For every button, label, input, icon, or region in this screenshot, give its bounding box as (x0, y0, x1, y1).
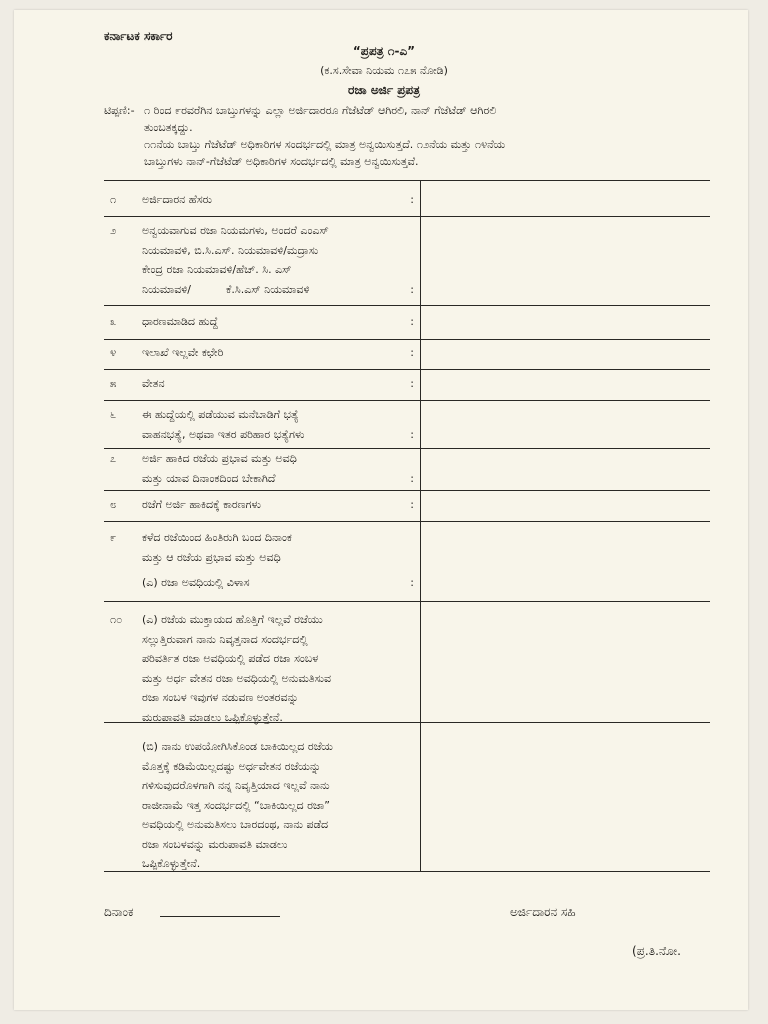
government-heading: ಕರ್ನಾಟಕ ಸರ್ಕಾರ (104, 29, 173, 43)
table-rule (104, 369, 710, 370)
label-line: ಮರುಪಾವತಿ ಮಾಡಲು ಒಪ್ಪಿಕೊಳ್ಳುತ್ತೇನೆ. (142, 710, 283, 724)
row-colon: : (410, 315, 414, 328)
row-label (142, 737, 412, 874)
row-label (142, 374, 412, 394)
label-line: ಮತ್ತು ಅರ್ಧ ವೇತನ ರಜಾ ಅವಧಿಯಲ್ಲಿ ಅನುಮತಿಸುವ (142, 671, 332, 685)
row-label (142, 221, 412, 299)
table-rule (104, 305, 710, 306)
label-line: ಕಳೆದ ರಜೆಯಿಂದ ಹಿಂತಿರುಗಿ ಬಂದ ದಿನಾಂಕ (142, 531, 292, 544)
table-rule (104, 180, 710, 181)
date-label: ದಿನಾಂಕ (104, 905, 134, 919)
row-label (142, 312, 412, 332)
row-number: ೫ (110, 377, 117, 390)
row-label (142, 343, 412, 363)
label-line: ಅನ್ವಯವಾಗುವ ರಜಾ ನಿಯಮಗಳು, ಅಂದರೆ ಎಂಎಸ್ (142, 224, 329, 237)
row-number: ೯ (110, 531, 117, 544)
note-label: ಟಿಪ್ಪಣಿ:- (104, 104, 135, 117)
label-line: ಗಳಿಸುವುದರೊಳಗಾಗಿ ನನ್ನ ನಿವೃತ್ತಿಯಾದ ಇಲ್ಲವೆ ನಾನು (142, 779, 330, 792)
row-colon: : (410, 471, 414, 485)
row-label (142, 405, 412, 444)
row-label (142, 573, 412, 593)
label-line: ನಿಯಮಾವಳಿ/ ಕೆ.ಸಿ.ಎಸ್ ನಿಯಮಾವಳಿ (142, 282, 310, 296)
row-label (142, 610, 412, 727)
label-line: ಮತ್ತು ಆ ರಜೆಯ ಪ್ರಭಾವ ಮತ್ತು ಅವಧಿ (142, 550, 281, 564)
row-label (142, 495, 412, 515)
row-label (142, 528, 412, 567)
label-line: ಈ ಹುದ್ದೆಯಲ್ಲಿ ಪಡೆಯುವ ಮನೆಬಾಡಿಗೆ ಭತ್ಯೆ (142, 408, 299, 421)
row-colon: : (410, 193, 414, 206)
row-number: ೮ (110, 498, 117, 511)
row-number: ೧ (110, 193, 117, 206)
table-rule (104, 601, 710, 602)
signature-label: ಅರ್ಜಿದಾರನ ಸಹಿ (510, 905, 576, 919)
form-title: ರಜಾ ಅರ್ಜಿ ಪ್ರಪತ್ರ (348, 83, 420, 97)
row-number: ೪ (110, 346, 117, 359)
row-colon: : (410, 576, 414, 589)
label-line: (ಬಿ) ನಾನು ಉಪಯೋಗಿಸಿಕೊಂಡ ಬಾಕಿಯಿಲ್ಲದ ರಜೆಯ (142, 740, 333, 753)
label-line: ಅವಧಿಯಲ್ಲಿ ಅನುಮತಿಸಲು ಬಾರದಂಥ, ನಾನು ಪಡೆದ (142, 818, 329, 831)
label-line: ರಜಾ ಸಂಬಳವನ್ನು ಮರುಪಾವತಿ ಮಾಡಲು (142, 837, 288, 851)
row-label (142, 449, 412, 488)
row-colon: : (410, 282, 414, 296)
form-number: “ಪ್ರಪತ್ರ ೧-ಎ” (352, 44, 416, 58)
label-line: ವೇತನ (142, 377, 165, 390)
row-number: ೭ (110, 452, 117, 465)
row-colon: : (410, 346, 414, 359)
row-colon: : (410, 377, 414, 390)
table-rule (104, 490, 710, 491)
label-line: ಮತ್ತು ಯಾವ ದಿನಾಂಕದಿಂದ ಬೇಕಾಗಿದೆ (142, 471, 276, 485)
label-line: ರಜೆಗೆ ಅರ್ಜಿ ಹಾಕಿದಕ್ಕೆ ಕಾರಣಗಳು (142, 498, 261, 511)
label-line: ನಿಯಮಾವಳಿ, ಬಿ.ಸಿ.ಎಸ್. ನಿಯಮಾವಳಿ/ಮದ್ರಾಸು (142, 243, 319, 257)
row-label (142, 190, 412, 210)
label-line: ಸಲ್ಲುತ್ತಿರುವಾಗ ನಾನು ನಿವೃತ್ತನಾದ ಸಂದರ್ಭದಲ್ಲಿ (142, 632, 308, 646)
label-line: ಕೇಂದ್ರ ರಜಾ ನಿಯಮಾವಳಿ/ಹೆಚ್. ಸಿ. ಎಸ್ (142, 263, 292, 276)
row-number: ೩ (110, 315, 117, 328)
note-line: ಬಾಬ್ತುಗಳು ನಾನ್-ಗೆಜೆಟೆಡ್ ಅಧಿಕಾರಿಗಳ ಸಂದರ್ಭದಲ್ಲಿ ಮಾತ್ರ ಅನ್ವಯಿಸುತ್ತವೆ. (144, 155, 419, 168)
row-number: ೬ (110, 408, 117, 421)
label-line: ಮೊತ್ತಕ್ಕೆ ಕಡಿಮೆಯಿಲ್ಲದಷ್ಟು ಅರ್ಧವೇತನ ರಜೆಯನ್ನು (142, 759, 321, 773)
label-line: ಧಾರಣಮಾಡಿದ ಹುದ್ದೆ (142, 315, 219, 328)
page-turn-note: (ಪ್ರ.ತಿ.ನೋ. (632, 944, 681, 958)
note-line: ೧೧ನೆಯ ಬಾಬ್ತು ಗೆಜೆಟೆಡ್ ಅಧಿಕಾರಿಗಳ ಸಂದರ್ಭದಲ್ಲಿ ಮಾತ್ರ ಅನ್ವಯಿಸುತ್ತದೆ. ೧೨ನೆಯ ಮತ್ತು ೧೪ನೆಯ (144, 138, 506, 151)
rule-reference: (ಕ.ಸ.ಸೇವಾ ನಿಯಮ ೧೭೫ ನೋಡಿ) (320, 64, 448, 77)
label-line: ರಾಜೀನಾಮೆ ಇತ್ತ ಸಂದರ್ಭದಲ್ಲಿ “ಬಾಕಿಯಿಲ್ಲದ ರಜಾ” (142, 798, 330, 812)
label-line: (ಎ) ರಜೆಯ ಮುಕ್ತಾಯದ ಹೊತ್ತಿಗೆ ಇಲ್ಲವೆ ರಜೆಯು (142, 613, 323, 626)
note-line: ೧ ರಿಂದ ೯ರವರೆಗಿನ ಬಾಬ್ತುಗಳನ್ನು ಎಲ್ಲಾ ಅರ್ಜಿದಾರರೂ ಗೆಜೆಟೆಡ್ ಆಗಿರಲಿ, ನಾನ್ ಗೆಜೆಟೆಡ್ ಆಗಿರಲಿ (144, 104, 497, 117)
date-blank-line[interactable] (160, 916, 280, 917)
label-line: ವಾಹನಭತ್ಯೆ, ಅಥವಾ ಇತರ ಪರಿಹಾರ ಭತ್ಯೆಗಳು (142, 427, 305, 441)
label-line: ಪರಿವರ್ತಿತ ರಜಾ ಅವಧಿಯಲ್ಲಿ ಪಡೆದ ರಜಾ ಸಂಬಳ (142, 652, 319, 665)
table-rule (104, 400, 710, 401)
row-number: ೧೦ (110, 613, 123, 626)
label-line: ಅರ್ಜಿ ಹಾಕಿದ ರಜೆಯ ಪ್ರಭಾವ ಮತ್ತು ಅವಧಿ (142, 452, 297, 465)
label-line: ಅರ್ಜಿದಾರನ ಹೆಸರು (142, 193, 212, 206)
label-line: ರಜಾ ಸಂಬಳ ಇವುಗಳ ನಡುವಣ ಅಂತರವನ್ನು (142, 691, 299, 704)
table-rule (104, 521, 710, 522)
row-colon: : (410, 427, 414, 441)
table-rule (104, 216, 710, 217)
note-line: ತುಂಬತಕ್ಕದ್ದು. (144, 121, 193, 134)
table-rule (104, 339, 710, 340)
row-number: ೨ (110, 224, 117, 237)
label-line: ಇಲಾಖೆ ಇಲ್ಲವೇ ಕಛೇರಿ (142, 346, 224, 359)
table-column-divider (420, 180, 421, 871)
label-line: (ಎ) ರಜಾ ಅವಧಿಯಲ್ಲಿ ವಿಳಾಸ (142, 576, 250, 589)
label-line: ಒಪ್ಪಿಕೊಳ್ಳುತ್ತೇನೆ. (142, 857, 201, 870)
row-colon: : (410, 498, 414, 511)
